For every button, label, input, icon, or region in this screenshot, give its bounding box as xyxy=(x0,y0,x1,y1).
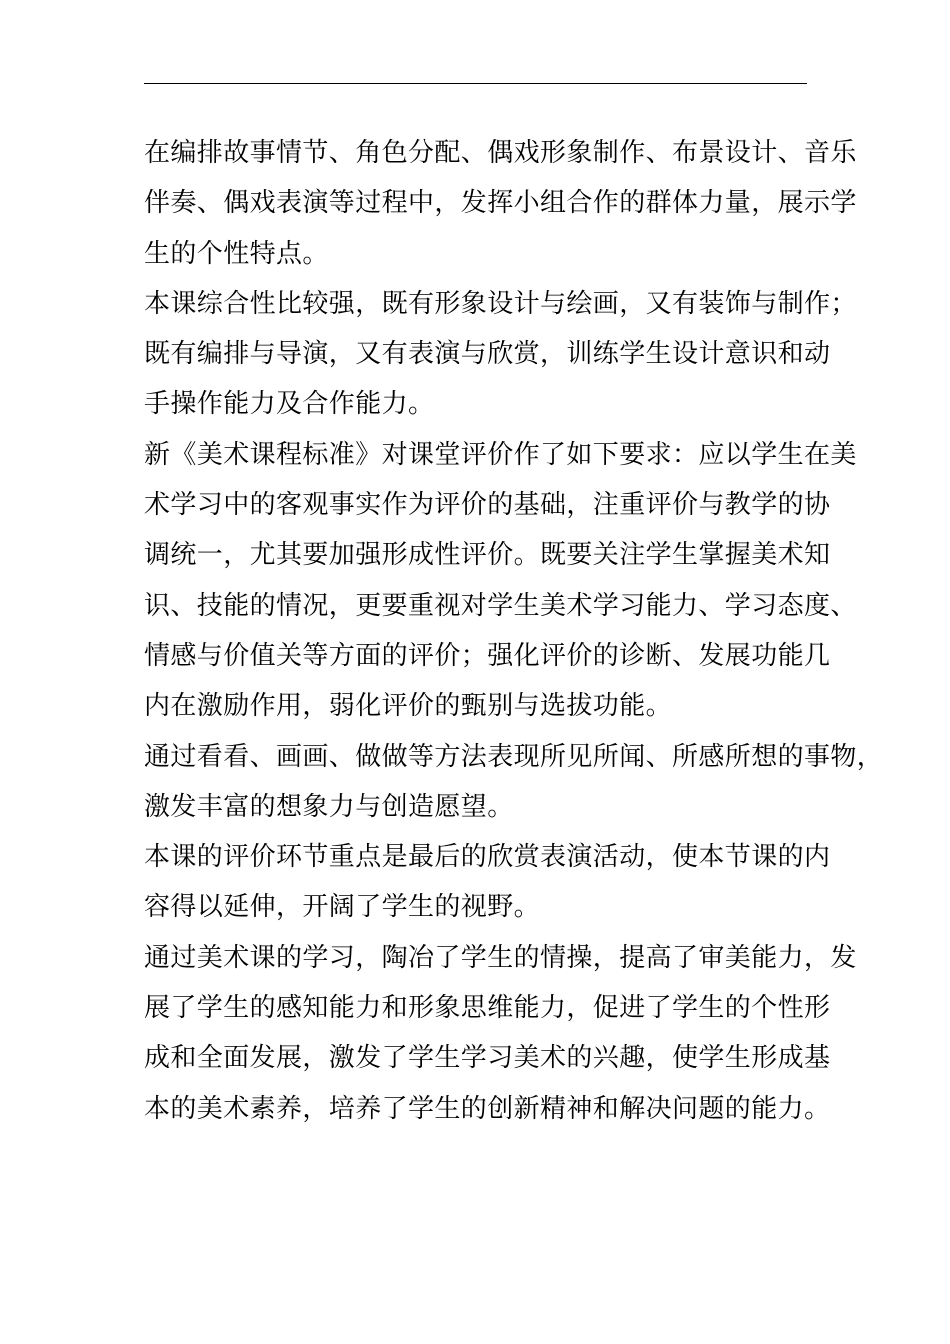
paragraph xyxy=(144,832,831,933)
text-line: 在编排故事情节、角色分配、偶戏形象制作、布景设计、音乐 xyxy=(144,138,857,168)
paragraph xyxy=(144,128,857,279)
paragraph xyxy=(144,732,884,833)
text-line: 展了学生的感知能力和形象思维能力，促进了学生的个性形 xyxy=(144,993,831,1024)
paragraph xyxy=(144,933,857,1134)
text-line: 通过美术课的学习，陶冶了学生的情操，提高了审美能力，发 xyxy=(144,942,857,973)
text-line: 伴奏、偶戏表演等过程中，发挥小组合作的群体力量，展示学 xyxy=(144,188,857,219)
text-line: 内在激励作用，弱化评价的甄别与选拔功能。 xyxy=(144,691,673,722)
text-line: 生的个性特点。 xyxy=(144,238,329,269)
document-body xyxy=(144,128,884,1134)
header-rule xyxy=(144,83,807,84)
text-line: 情感与价值关等方面的评价；强化评价的诊断、发展功能几 xyxy=(144,640,831,671)
text-line: 容得以延伸，开阔了学生的视野。 xyxy=(144,892,541,923)
text-line: 识、技能的情况，更要重视对学生美术学习能力、学习态度、 xyxy=(144,590,857,621)
paragraph xyxy=(144,279,857,430)
text-line: 通过看看、画画、做做等方法表现所见所闻、所感所想的事物， xyxy=(144,741,884,772)
text-line: 本的美术素养，培养了学生的创新精神和解决问题的能力。 xyxy=(144,1093,831,1124)
text-line: 手操作能力及合作能力。 xyxy=(144,389,435,420)
text-line: 调统一，尤其要加强形成性评价。既要关注学生掌握美术知 xyxy=(144,540,831,571)
text-line: 术学习中的客观事实作为评价的基础，注重评价与教学的协 xyxy=(144,490,831,521)
text-line: 新《美术课程标准》对课堂评价作了如下要求：应以学生在美 xyxy=(144,439,857,470)
text-line: 既有编排与导演，又有表演与欣赏，训练学生设计意识和动 xyxy=(144,339,831,370)
paragraph xyxy=(144,430,857,732)
text-line: 本课综合性比较强，既有形象设计与绘画，又有装饰与制作； xyxy=(144,288,857,319)
text-line: 本课的评价环节重点是最后的欣赏表演活动，使本节课的内 xyxy=(144,842,831,873)
text-line: 成和全面发展，激发了学生学习美术的兴趣，使学生形成基 xyxy=(144,1043,831,1074)
text-line: 激发丰富的想象力与创造愿望。 xyxy=(144,791,514,822)
